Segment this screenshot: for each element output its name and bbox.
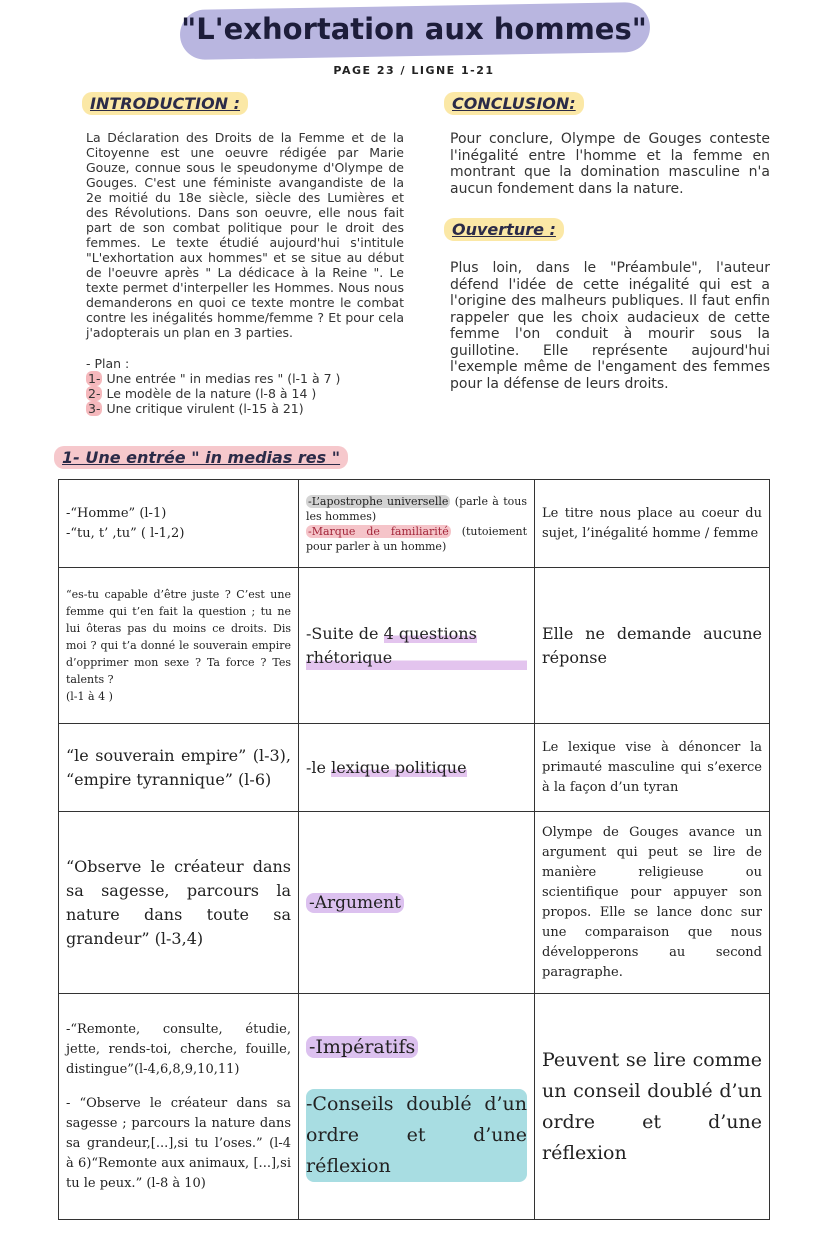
process-highlight: questions — [393, 623, 477, 643]
process-highlight: -Conseils doublé d’un ordre et d’une réflexion — [306, 1089, 527, 1182]
analysis-table — [58, 479, 770, 1220]
table-row — [59, 724, 770, 812]
process-highlight: lexique politique — [331, 757, 467, 777]
process-detail: -Suite de — [306, 623, 384, 643]
quote-cell — [59, 568, 299, 724]
plan-item-text: Une critique virulent (l-15 à 21) — [106, 401, 304, 416]
plan-item-text: Le modèle de la nature (l-8 à 14 ) — [106, 386, 317, 401]
interpretation-cell: Le lexique vise à dénoncer la primauté masculine qui s’exerce à la façon d’un tyran — [535, 724, 770, 812]
quote-cell — [59, 480, 299, 568]
process-highlight: -Impératifs — [306, 1036, 418, 1058]
process-cell — [299, 568, 535, 724]
ouverture-label: Ouverture : — [444, 218, 564, 241]
quote-text: -“tu, t’ ,tu” ( l-1,2) — [66, 525, 185, 541]
conclusion-text: Pour conclure, Olympe de Gouges conteste l'inégalité entre l'homme et la femme en montrant que la domination masculine n'a aucun fondement dans la nature. — [450, 131, 770, 197]
introduction-label: INTRODUCTION : — [82, 92, 248, 115]
plan-list — [86, 356, 340, 416]
conclusion-label: CONCLUSION: — [444, 92, 584, 115]
quote-ref: (l-1 à 4 ) — [66, 690, 113, 703]
quote-text: -“Homme” (l-1) — [66, 505, 167, 521]
quote-cell: “Observe le créateur dans sa sagesse, parcours la nature dans toute sa grandeur” (l-3,4) — [59, 812, 299, 994]
plan-label: - Plan : — [86, 356, 130, 371]
table-row — [59, 568, 770, 724]
process-cell — [299, 480, 535, 568]
table-row — [59, 812, 770, 994]
process-text — [306, 494, 527, 524]
plan-item — [86, 401, 340, 416]
interpretation-cell: Peuvent se lire comme un conseil doublé d’un ordre et d’une réflexion — [535, 994, 770, 1220]
interpretation-cell: Olympe de Gouges avance un argument qui peut se lire de manière religieuse ou scientifique pour appuyer son propos. Elle se lance donc sur une comparaison que nous développerons au second paragraphe. — [535, 812, 770, 994]
process-text — [306, 1032, 527, 1063]
process-cell — [299, 812, 535, 994]
quote-cell — [59, 994, 299, 1220]
page-title: "L'exhortation aux hommes" — [181, 12, 647, 46]
page-subtitle: PAGE 23 / LIGNE 1-21 — [333, 64, 495, 77]
interpretation-cell: Elle ne demande aucune réponse — [535, 568, 770, 724]
process-detail: (tutoiement pour parler à un homme) — [306, 524, 528, 553]
table-row — [59, 480, 770, 568]
process-highlight: -Argument — [306, 893, 404, 913]
process-detail: rhétorique — [306, 646, 527, 670]
table-row — [59, 994, 770, 1220]
process-text — [306, 524, 527, 554]
plan-item-number: 3- — [88, 401, 101, 416]
plan-item — [86, 386, 340, 401]
process-detail: (parle à tous les hommes) — [306, 494, 527, 523]
ouverture-text: Plus loin, dans le "Préambule", l'auteur défend l'idée de cette inégalité qui est a l'origine des malheurs publiques. Il faut enfin rappeler que les choix audacieux de cette femme l'on conduit à mourir sous la guillotine. Elle représente aujourd'hui l'exemple même de l'engament des femmes pour la défense de leurs droits. — [450, 260, 770, 392]
plan-item — [86, 371, 340, 386]
process-detail: -le — [306, 757, 332, 777]
quote-text: - “Observe le créateur dans sa sagesse ; parcours la nature dans sa grandeur,[...],si tu l’oses.” (l-4 à 6)“Remonte aux animaux, [...],si tu le peux.” (l-8 à 10) — [66, 1095, 291, 1191]
part1-label: 1- Une entrée " in medias res " — [54, 446, 348, 469]
quote-cell: “le souverain empire” (l-3), “empire tyrannique” (l-6) — [59, 724, 299, 812]
process-highlight: -L’apostrophe universelle — [308, 494, 449, 508]
process-number: 4 — [383, 623, 394, 643]
introduction-text: La Déclaration des Droits de la Femme et de la Citoyenne est une oeuvre rédigée par Marie Gouze, connue sous le speudonyme d'Olympe de Gouges. C'est une féministe avangandiste de la 2e moitié du 18e siècle, siècle des Lumières et des Révolutions. Dans son oeuvre, elle nous fait part de son combat politique pour le droit des femmes. Le texte étudié aujourd'hui s'intitule "L'exhortation aux hommes" et se situe au début de l'oeuvre après " La dédicace à la Reine ". Le texte permet d'interpeller les Hommes. Nous nous demanderons en quoi ce texte montre le combat contre les inégalités homme/femme ? Et pour cela j'adopterais un plan en 3 parties. — [86, 130, 404, 340]
plan-item-number: 1- — [88, 371, 101, 386]
quote-text: “es-tu capable d’être juste ? C’est une femme qui t’en fait la question ; tu ne lui ôteras pas du moins ce droits. Dis moi ? qui t’a donné le souverain empire d’opprimer mon sexe ? Ta force ? Tes talents ? — [66, 588, 291, 686]
interpretation-cell: Le titre nous place au coeur du sujet, l’inégalité homme / femme — [535, 480, 770, 568]
plan-item-number: 2- — [88, 386, 101, 401]
process-highlight: -Marque de familiarité — [308, 524, 449, 538]
process-text — [306, 622, 527, 646]
quote-text: -“Remonte, consulte, étudie, jette, rends-toi, cherche, fouille, distingue”(l-4,6,8,9,10,11) — [66, 1021, 291, 1077]
process-cell — [299, 724, 535, 812]
plan-item-text: Une entrée " in medias res " (l-1 à 7 ) — [106, 371, 341, 386]
process-cell — [299, 994, 535, 1220]
